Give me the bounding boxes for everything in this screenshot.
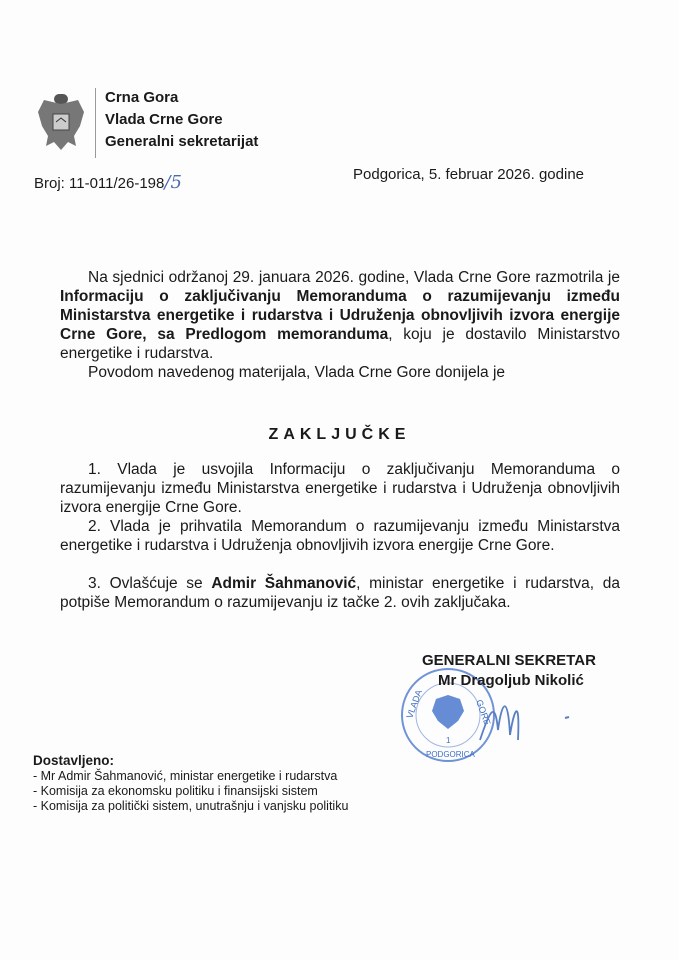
intro-paragraph [60,268,620,363]
place-date: Podgorica, 5. februar 2026. godine [353,166,584,183]
conclusion-3-pre: 3. Ovlašćuje se [88,575,212,592]
country-name: Crna Gora [105,89,179,106]
coat-of-arms-icon [34,92,88,154]
intro-text: Na sjednici održanoj 29. januara 2026. godine, Vlada Crne Gore razmotrila je [88,269,620,286]
letterhead-divider [95,88,96,158]
svg-text:PODGORICA: PODGORICA [426,750,475,759]
signatory-title: GENERALNI SEKRETAR [422,652,596,669]
conclusion-3 [60,574,620,612]
svg-text:1: 1 [446,736,451,745]
conclusion-1: 1. Vlada je usvojila Informaciju o zaključivanju Memoranduma o razumijevanju između Ministarstva energetike i rudarstva i Udruženja obnovljivih izvora energije Crne Gore. [60,461,620,516]
authorized-person: Admir Šahmanović [211,575,357,592]
distribution-list [33,753,348,814]
document-title: ZAKLJUČKE [268,426,411,443]
handwritten-signature [470,690,580,750]
government-name: Vlada Crne Gore [105,111,223,128]
handwritten-suffix: /5 [164,172,182,193]
conclusion-3-post: , ministar energetike i rudarstva, da potpiše Memorandum o razumijevanju iz tačke 2. ovih zaključaka. [60,575,620,611]
distribution-item: - Komisija za ekonomsku politiku i finansijski sistem [33,784,318,798]
svg-text:GORE: GORE [474,698,493,727]
signatory-name: Mr Dragoljub Nikolić [438,672,584,689]
decision-intro: Povodom navedenog materijala, Vlada Crne Gore donijela je [88,364,506,381]
office-name: Generalni sekretarijat [105,133,259,150]
intro-tail: , koju je dostavilo Ministarstvo energetike i rudarstva. [60,326,620,362]
conclusion-2: 2. Vlada je prihvatila Memorandum o razumijevanju između Ministarstva energetike i rudarstva i Udruženja obnovljivih izvora energije Crne Gore. [60,518,620,554]
reference-label: Broj: 11-011/26-198 [34,175,165,192]
reference-number [34,172,182,193]
distribution-item: - Mr Admir Šahmanović, ministar energetike i rudarstva [33,769,338,783]
distribution-heading: Dostavljeno: [33,753,115,768]
svg-text:VLADA: VLADA [404,688,424,720]
intro-subject: Informaciju o zaključivanju Memoranduma o razumijevanju između Ministarstva energetike i rudarstva i Udruženja obnovljivih izvora energije Crne Gore, sa Predlogom memoranduma [60,288,620,343]
distribution-item: - Komisija za politički sistem, unutrašnju i vanjsku politiku [33,799,349,813]
